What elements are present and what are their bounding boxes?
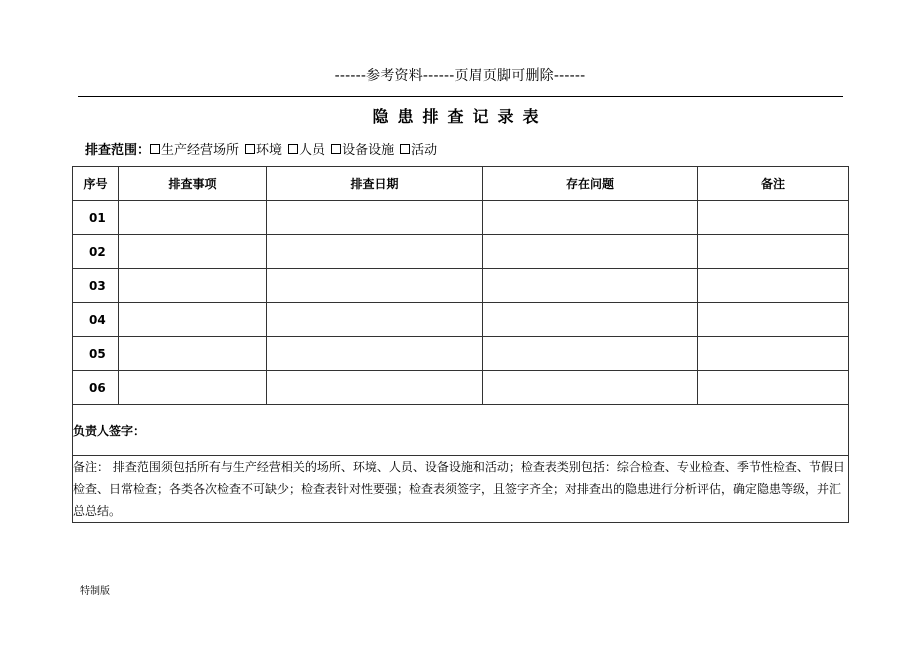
item-cell[interactable] xyxy=(119,201,267,235)
item-cell[interactable] xyxy=(119,235,267,269)
scope-option-premises[interactable] xyxy=(150,139,239,158)
scope-label: 排查范围： xyxy=(85,143,151,158)
column-header-remark: 备注 xyxy=(698,167,849,201)
row-number: 05 xyxy=(73,337,119,371)
date-cell[interactable] xyxy=(267,235,483,269)
row-number: 02 xyxy=(73,235,119,269)
scope-option-label: 活动 xyxy=(411,143,438,158)
issue-cell[interactable] xyxy=(483,235,698,269)
row-number: 04 xyxy=(73,303,119,337)
table-row xyxy=(73,337,849,371)
page-title: 隐患排查记录表 xyxy=(372,107,548,126)
row-number: 06 xyxy=(73,371,119,405)
item-cell[interactable] xyxy=(119,303,267,337)
note-text: 备注： 排查范围须包括所有与生产经营相关的场所、环境、人员、设备设施和活动；检查表类别包括：综合检查、专业检查、季节性检查、节假日检查、日常检查；各类各次检查不可缺少；检查表针对性要强；检查表须签字，且签字齐全；对排查出的隐患进行分析评估，确定隐患等级，并汇总总结。 xyxy=(73,456,849,523)
checkbox-icon[interactable] xyxy=(400,144,410,154)
date-cell[interactable] xyxy=(267,371,483,405)
inspection-table xyxy=(72,166,849,523)
checkbox-icon[interactable] xyxy=(288,144,298,154)
table-header-row xyxy=(73,167,849,201)
note-row xyxy=(73,456,849,523)
scope-option-activities[interactable] xyxy=(400,139,437,158)
column-header-no: 序号 xyxy=(73,167,119,201)
remark-cell[interactable] xyxy=(698,269,849,303)
scope-option-label: 设备设施 xyxy=(342,143,395,158)
item-cell[interactable] xyxy=(119,269,267,303)
column-header-item: 排查事项 xyxy=(119,167,267,201)
table-row xyxy=(73,269,849,303)
remark-cell[interactable] xyxy=(698,201,849,235)
date-cell[interactable] xyxy=(267,269,483,303)
checkbox-icon[interactable] xyxy=(331,144,341,154)
item-cell[interactable] xyxy=(119,371,267,405)
remark-cell[interactable] xyxy=(698,337,849,371)
signature-label[interactable]: 负责人签字： xyxy=(73,405,849,456)
table-row xyxy=(73,235,849,269)
remark-cell[interactable] xyxy=(698,235,849,269)
item-cell[interactable] xyxy=(119,337,267,371)
checkbox-icon[interactable] xyxy=(150,144,160,154)
header-rule xyxy=(78,96,843,97)
scope-option-personnel[interactable] xyxy=(288,139,325,158)
date-cell[interactable] xyxy=(267,201,483,235)
issue-cell[interactable] xyxy=(483,337,698,371)
scope-line xyxy=(85,139,443,158)
scope-option-equipment[interactable] xyxy=(331,139,394,158)
checkbox-icon[interactable] xyxy=(245,144,255,154)
signature-row xyxy=(73,405,849,456)
date-cell[interactable] xyxy=(267,303,483,337)
remark-cell[interactable] xyxy=(698,303,849,337)
column-header-issue: 存在问题 xyxy=(483,167,698,201)
table-row xyxy=(73,371,849,405)
row-number: 03 xyxy=(73,269,119,303)
table-row xyxy=(73,303,849,337)
issue-cell[interactable] xyxy=(483,269,698,303)
date-cell[interactable] xyxy=(267,337,483,371)
remark-cell[interactable] xyxy=(698,371,849,405)
row-number: 01 xyxy=(73,201,119,235)
footer-tag: 特制版 xyxy=(80,586,110,597)
issue-cell[interactable] xyxy=(483,371,698,405)
table-row xyxy=(73,201,849,235)
issue-cell[interactable] xyxy=(483,201,698,235)
column-header-date: 排查日期 xyxy=(267,167,483,201)
scope-option-label: 生产经营场所 xyxy=(161,143,240,158)
scope-option-environment[interactable] xyxy=(245,139,282,158)
issue-cell[interactable] xyxy=(483,303,698,337)
header-note: ------参考资料------页眉页脚可删除------ xyxy=(334,68,586,84)
scope-option-label: 人员 xyxy=(299,143,326,158)
scope-option-label: 环境 xyxy=(256,143,283,158)
